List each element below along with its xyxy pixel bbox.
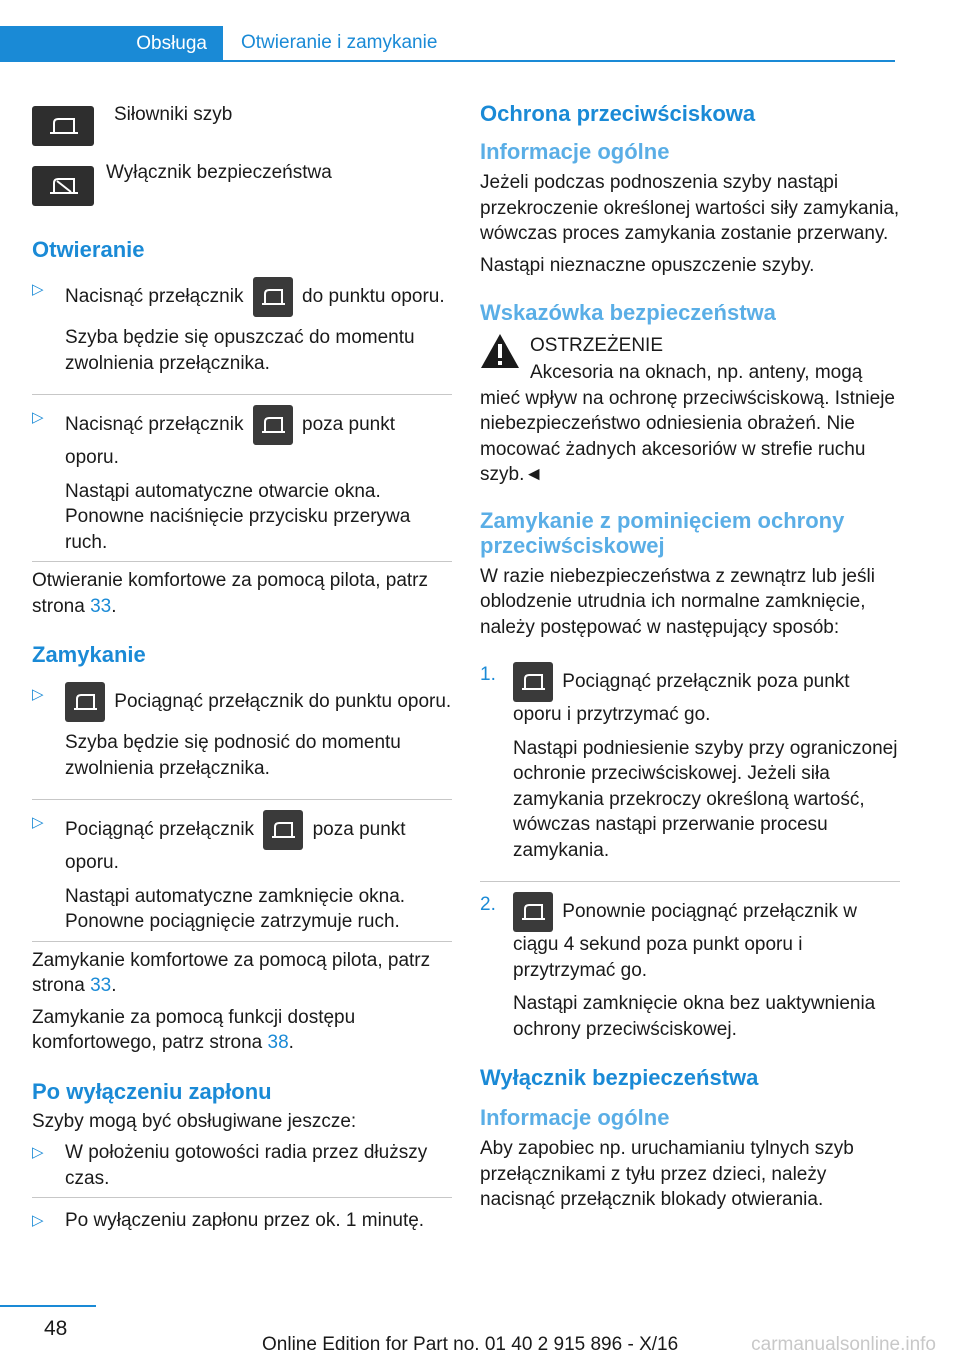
list-item-subtext: Nastąpi podniesienie szyby przy ograniczonej ochronie przeciwściskowej. Jeżeli siła zamykania przekroczy określoną wartość, wówczas nastąpi przerwanie procesu zamykania.: [513, 737, 898, 861]
warning-icon: [480, 333, 520, 369]
section-title-after-ignition: Po wyłączeniu zapłonu: [32, 1078, 272, 1104]
safety-switch-text: Aby zapobiec np. uruchamianiu tylnych szyb przełącznikami z tyłu przez dzieci, należy nacisnąć przełącznik blokady otwierania.: [480, 1138, 854, 1210]
header-rule: [0, 60, 895, 62]
divider: [32, 394, 452, 395]
warning-box: [480, 333, 900, 488]
list-item-text: Po wyłączeniu zapłonu przez ok. 1 minutę.: [65, 1210, 425, 1231]
legend-label: Siłowniki szyb: [114, 104, 233, 125]
window-switch-icon: [513, 662, 553, 702]
divider: [32, 799, 452, 800]
window-switch-icon: [65, 682, 105, 722]
section-title-safety-switch: Wyłącznik bezpieczeństwa: [480, 1065, 759, 1090]
section-title-pinch: Ochrona przeciwściskowa: [480, 101, 756, 126]
list-item-subtext: Nastąpi automatyczne zamknięcie okna. Ponowne pociągnięcie zatrzymuje ruch.: [65, 885, 406, 932]
safety-switch-icon: [32, 166, 94, 206]
list-item-subtext: Szyba będzie się podnosić do momentu zwolnienia przełącznika.: [65, 732, 401, 779]
list-item-text: Pociągnąć przełącznik do punktu oporu.: [65, 682, 452, 722]
list-item: [32, 682, 452, 781]
divider: [32, 561, 452, 562]
list-item-text: Pociągnąć przełącznik poza punkt oporu i przytrzymać go.: [513, 662, 900, 728]
bullet-icon: ▷: [32, 1212, 44, 1229]
page-link[interactable]: 33: [90, 595, 112, 617]
footer-rule: [0, 1305, 96, 1307]
bullet-icon: ▷: [32, 1144, 44, 1161]
list-item: [32, 1208, 452, 1234]
step-number: 2.: [480, 894, 496, 915]
subsection-title: Informacje ogólne: [480, 139, 670, 164]
pinch-paragraph-1: Jeżeli podczas podnoszenia szyby nastąpi przekroczenie określonej wartości siły zamykania, wówczas proces zamykania zostanie przerwany.: [480, 172, 900, 244]
window-switch-icon: [253, 277, 293, 317]
list-item: [32, 277, 452, 376]
window-switch-icon: [513, 892, 553, 932]
page-link[interactable]: 38: [267, 1032, 289, 1053]
bullet-icon: ▷: [32, 281, 44, 298]
divider: [32, 1197, 452, 1198]
section-tab-inactive[interactable]: Otwieranie i zamykanie: [241, 32, 438, 53]
section-tab-active[interactable]: Obsługa: [0, 26, 223, 62]
right-column: [480, 100, 900, 1213]
list-item-text: Nacisnąć przełącznik poza punkt oporu.: [65, 405, 452, 471]
list-item: [32, 810, 452, 935]
page-link[interactable]: 33: [90, 975, 112, 996]
list-item: [32, 405, 452, 555]
window-switch-icon: [32, 106, 94, 146]
pinch-paragraph-2: Nastąpi nieznaczne opuszczenie szyby.: [480, 254, 815, 276]
list-item-subtext: Nastąpi automatyczne otwarcie okna. Ponowne naciśnięcie przycisku przerywa ruch.: [65, 480, 411, 553]
list-item-text: Nacisnąć przełącznik do punktu oporu.: [65, 277, 452, 317]
list-item-subtext: Szyba będzie się opuszczać do momentu zwolnienia przełącznika.: [65, 327, 415, 374]
bullet-icon: ▷: [32, 409, 44, 426]
warning-text: Akcesoria na oknach, np. anteny, mogą mieć wpływ na ochronę przeciwściskową. Istnieje niebezpieczeństwo odniesienia obrażeń. Nie mocować żadnych akcesoriów w strefie ruchu szyb.◄: [480, 362, 895, 485]
subsection-title: Informacje ogólne: [480, 1105, 670, 1130]
list-item: [480, 662, 900, 863]
left-column: [32, 100, 452, 1234]
list-item-text: W położeniu gotowości radia przez dłuższy czas.: [65, 1142, 428, 1189]
section-title-opening: Otwieranie: [32, 237, 145, 262]
access-closing-text: Zamykanie za pomocą funkcji dostępu komfortowego, patrz strona 38.: [32, 1006, 356, 1053]
section-title-safety-note: Wskazówka bezpieczeństwa: [480, 300, 776, 325]
header-bar: [0, 26, 895, 62]
after-ignition-intro: Szyby mogą być obsługiwane jeszcze:: [32, 1110, 357, 1132]
window-switch-icon: [253, 405, 293, 445]
list-item-subtext: Nastąpi zamknięcie okna bez uaktywnienia ochrony przeciwściskowej.: [513, 993, 876, 1040]
comfort-opening-text: Otwieranie komfortowe za pomocą pilota, patrz strona 33.: [32, 570, 429, 617]
edition-text: Online Edition for Part no. 01 40 2 915 896 - X/16: [262, 1334, 679, 1355]
list-item: [32, 1140, 452, 1191]
divider: [32, 941, 452, 942]
bullet-icon: ▷: [32, 686, 44, 703]
comfort-closing-text: Zamykanie komfortowe za pomocą pilota, patrz strona 33.: [32, 949, 431, 996]
divider: [480, 881, 900, 882]
section-title-closing: Zamykanie: [32, 642, 146, 667]
page-number: 48: [44, 1317, 68, 1340]
watermark: carmanualsonline.info: [751, 1334, 936, 1355]
list-item-text: Pociągnąć przełącznik poza punkt oporu.: [65, 810, 452, 876]
section-title-override: Zamykanie z pominięciem ochrony przeciwściskowej: [480, 507, 845, 558]
legend-window-switch: [32, 100, 452, 160]
legend-label: Wyłącznik bezpieczeństwa: [106, 162, 332, 183]
step-number: 1.: [480, 664, 496, 685]
window-switch-icon: [263, 810, 303, 850]
legend-safety-switch: [32, 160, 452, 236]
override-intro: W razie niebezpieczeństwa z zewnątrz lub jeśli oblodzenie utrudnia ich normalne zamknięcie, należy postępować w następujący sposób:: [480, 565, 875, 638]
list-item: [480, 892, 900, 1042]
bullet-icon: ▷: [32, 814, 44, 831]
warning-label: OSTRZEŻENIE: [530, 335, 664, 356]
list-item-text: Ponownie pociągnąć przełącznik w ciągu 4 sekund poza punkt oporu i przytrzymać go.: [513, 892, 900, 983]
